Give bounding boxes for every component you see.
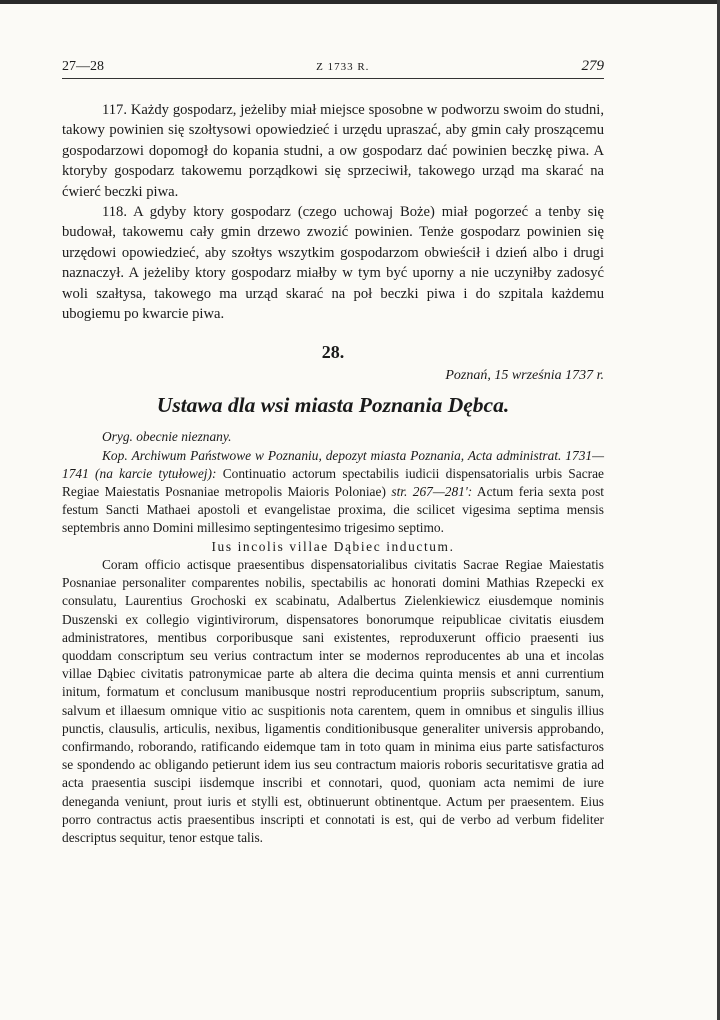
- running-header: [62, 58, 604, 75]
- oryg-text: obecnie nieznany.: [136, 429, 232, 445]
- kop-pages: str. 267—281':: [391, 484, 473, 500]
- document-number: 28.: [321, 342, 345, 363]
- paragraph-118: 118. A gdyby ktory gospodarz (czego uchowaj Boże) miał pogorzeć a tenby się budował, takowemu cały gmin drzewo zwozić powinien. Tenże gospodarz powinien się urzędowi opowiedzieć, aby szołtys wszytkim gospodarzom obwieścił i dzień albo i drugi naznaczył. A jeżeliby ktory gospodarz miałby w tym być uporny a nie uczyniłby zadosyć woli szałtysa, takowego ma urząd skarać na poł beczki piwa i do szpitala każdemu ubogiemu po kwarcie piwa.: [62, 204, 604, 323]
- kop-text-2: Actum feria sexta post festum Sancti Mathaei apostoli et evangelistae proxima, die scilicet vigesima septima mensis septembris anno Domini millesimo septingentesimo trigesimo septimo.: [62, 484, 604, 536]
- header-doc-range: 27—28: [62, 59, 104, 74]
- document-title: Ustawa dla wsi miasta Poznania Dębca.: [156, 393, 510, 418]
- ius-heading: Ius incolis villae Dąbiec inductum.: [211, 538, 455, 554]
- kop-text-1: Continuatio actorum spectabilis iudicii dispensatorialis urbis Sacrae Regiae Maiestatis Posnaniae metropolis Maioris Poloniae): [62, 465, 604, 500]
- kop-label: Kop.: [102, 447, 128, 463]
- latin-paragraph: Coram officio actisque praesentibus dispensatorialibus civitatis Sacrae Regiae Maiestatis Posnaniae personaliter comparentes nobilis, spectabilis ac honorati domini Mathias Rzepecki ex consulatu, Laurentius Grochoski ex scabinatu, Adalbertus Zielenkiewicz eiusdemque nominis Duszenski ex collegio vigintivirorum, dispensatores bonorumque reipublicae civitatis eiusdem administratores, mentibus corporibusque sani existentes, reproduxerunt officio praesenti ius quoddam conscriptum seu verius contractum inter se modernos reproducentes ab una et incolas villae Dąbiec civitatis patronymicae parte ab altera die decima quinta mensis et anni currentium initum, formatum et conclusum manibusque nostri reproducentium propriis subscriptum, sanum, salvum et illaesum omnique vitio ac suspitionis nota carentem, quem in omnibus et singulis illius punctis, clausulis, articulis, nexibus, ligamentis conditionibusque generaliter universis approbando, confirmando, roborando, ratificando eidemque tam in toto quam in minima eius parte satisfacturos se spondendo ac obligando petierunt idem ius seu contractum maioris roboris securitatisve gratia ad acta praesentia suscipi iisdemque inscribi et connotari, quod, quoniam acta nemimi de iure deneganda veniunt, prout iuris et stylli est, obtinuerunt obtinentque. Actum per praesentem. Eius porro contractus actis praesentibus inscripti et connotati is est, qui de verbo ad verbum fideliter descriptus sequitur, tenor estque talis.: [62, 556, 604, 845]
- polish-text: [62, 100, 604, 324]
- oryg-label: Oryg.: [102, 429, 133, 445]
- source-and-latin-text: [62, 428, 604, 847]
- paragraph-117: 117. Każdy gospodarz, jeżeliby miał miejsce sposobne w podworzu swoim do studni, takowy powinien się szołtysowi opowiedzieć i urzędu upraszać, aby gmin cały proszącemu gospodarzowi dopomogł do kopania studni, a ow gospodarz dać powinien beczkę piwa. A ktoryby gospodarz takowemu porządkowi się sprzeciwił, takowego urząd ma skarać na ćwierć beczki piwa.: [62, 102, 604, 200]
- header-year: Z 1733 R.: [316, 61, 370, 73]
- page-number: 279: [581, 58, 604, 74]
- header-rule: [62, 78, 604, 79]
- scan-top-edge: [0, 0, 720, 4]
- place-date: Poznań, 15 września 1737 r.: [445, 368, 604, 384]
- copy-note: [62, 447, 604, 538]
- original-note: [62, 428, 604, 446]
- kop-reference: Archiwum Państwowe w Poznaniu, depozyt miasta Poznania, Acta administrat. 1731—1741 (na karcie tytułowej):: [62, 447, 604, 481]
- book-page: [62, 58, 604, 847]
